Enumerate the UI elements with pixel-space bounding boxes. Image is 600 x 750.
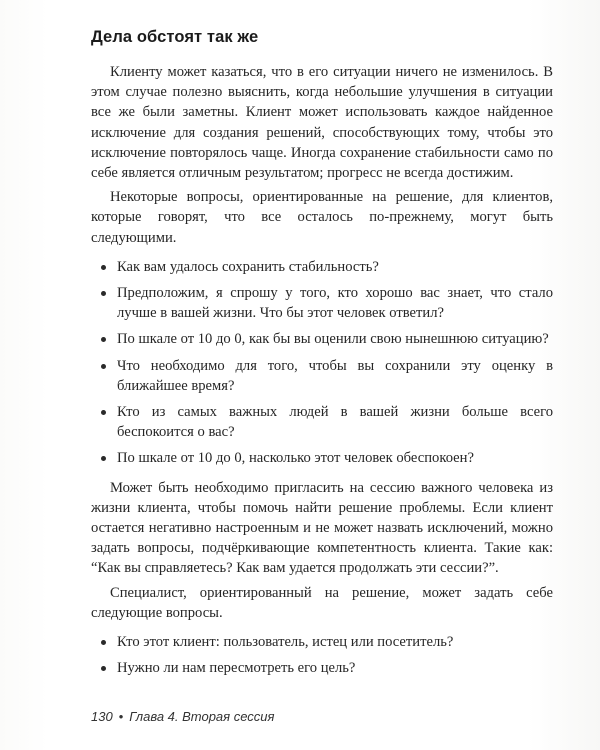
bullet-icon: [101, 666, 106, 671]
paragraph-invite: Может быть необходимо пригласить на сессию важного человека из жизни клиента, чтобы помочь найти решение проблемы. Если клиент остается негативно настроенным и не может назвать исключений, можно задать вопросы, подчёркивающие компетентность клиента. Такие как: “Как вы справляетесь? Как вам удается продолжать эти сессии?”.: [91, 479, 553, 577]
paragraph-intro: Клиенту может казаться, что в его ситуации ничего не изменилось. В этом случае полезно выяснить, когда небольшие улучшения в ситуации все же были заметны. Клиент может использовать каждое найденное исключение для создания решений, способствующих тому, чтобы это исключение повторялось чаще. Иногда сохранение стабильности само по себе является отличным результатом; прогресс не всегда достижим.: [91, 64, 553, 182]
footer-separator: •: [118, 709, 124, 724]
question-list-specialist: [91, 632, 553, 678]
list-item-text: Что необходимо для того, чтобы вы сохранили эту оценку в ближайшее время?: [117, 357, 553, 394]
list-item-text: По шкале от 10 до 0, насколько этот человек обеспокоен?: [117, 450, 474, 467]
bullet-icon: [101, 410, 106, 415]
list-item-text: Нужно ли нам пересмотреть его цель?: [117, 660, 356, 677]
page-footer: [91, 709, 274, 724]
list-item-text: Как вам удалось сохранить стабильность?: [117, 258, 379, 275]
list-item: [91, 632, 553, 652]
list-item: [91, 329, 553, 349]
question-list-client: [91, 257, 553, 469]
section-heading: Дела обстоят так же: [91, 28, 259, 46]
bullet-icon: [101, 364, 106, 369]
chapter-title: Глава 4. Вторая сессия: [129, 709, 275, 724]
bullet-icon: [101, 265, 106, 270]
list-item-text: По шкале от 10 до 0, как бы вы оценили свою нынешнюю ситуацию?: [117, 331, 549, 348]
list-item: [91, 448, 553, 468]
bullet-icon: [101, 640, 106, 645]
list-item: [91, 658, 553, 678]
paragraph-specialist: Специалист, ориентированный на решение, может задать себе следующие вопросы.: [91, 584, 553, 621]
bullet-icon: [101, 337, 106, 342]
page-content: [91, 28, 553, 687]
list-item: [91, 356, 553, 396]
list-item: [91, 283, 553, 323]
list-item-text: Кто из самых важных людей в вашей жизни больше всего беспокоится о вас?: [117, 404, 553, 441]
list-item: [91, 257, 553, 277]
bullet-icon: [101, 291, 106, 296]
page-number: 130: [91, 709, 113, 724]
list-item-text: Предположим, я спрошу у того, кто хорошо вас знает, что стало лучше в вашей жизни. Что бы этот человек ответил?: [117, 285, 553, 322]
paragraph-questions-intro: Некоторые вопросы, ориентированные на решение, для клиентов, которые говорят, что все осталось по-прежнему, могут быть следующими.: [91, 189, 553, 246]
bullet-icon: [101, 456, 106, 461]
list-item-text: Кто этот клиент: пользователь, истец или посетитель?: [117, 634, 454, 651]
list-item: [91, 402, 553, 442]
